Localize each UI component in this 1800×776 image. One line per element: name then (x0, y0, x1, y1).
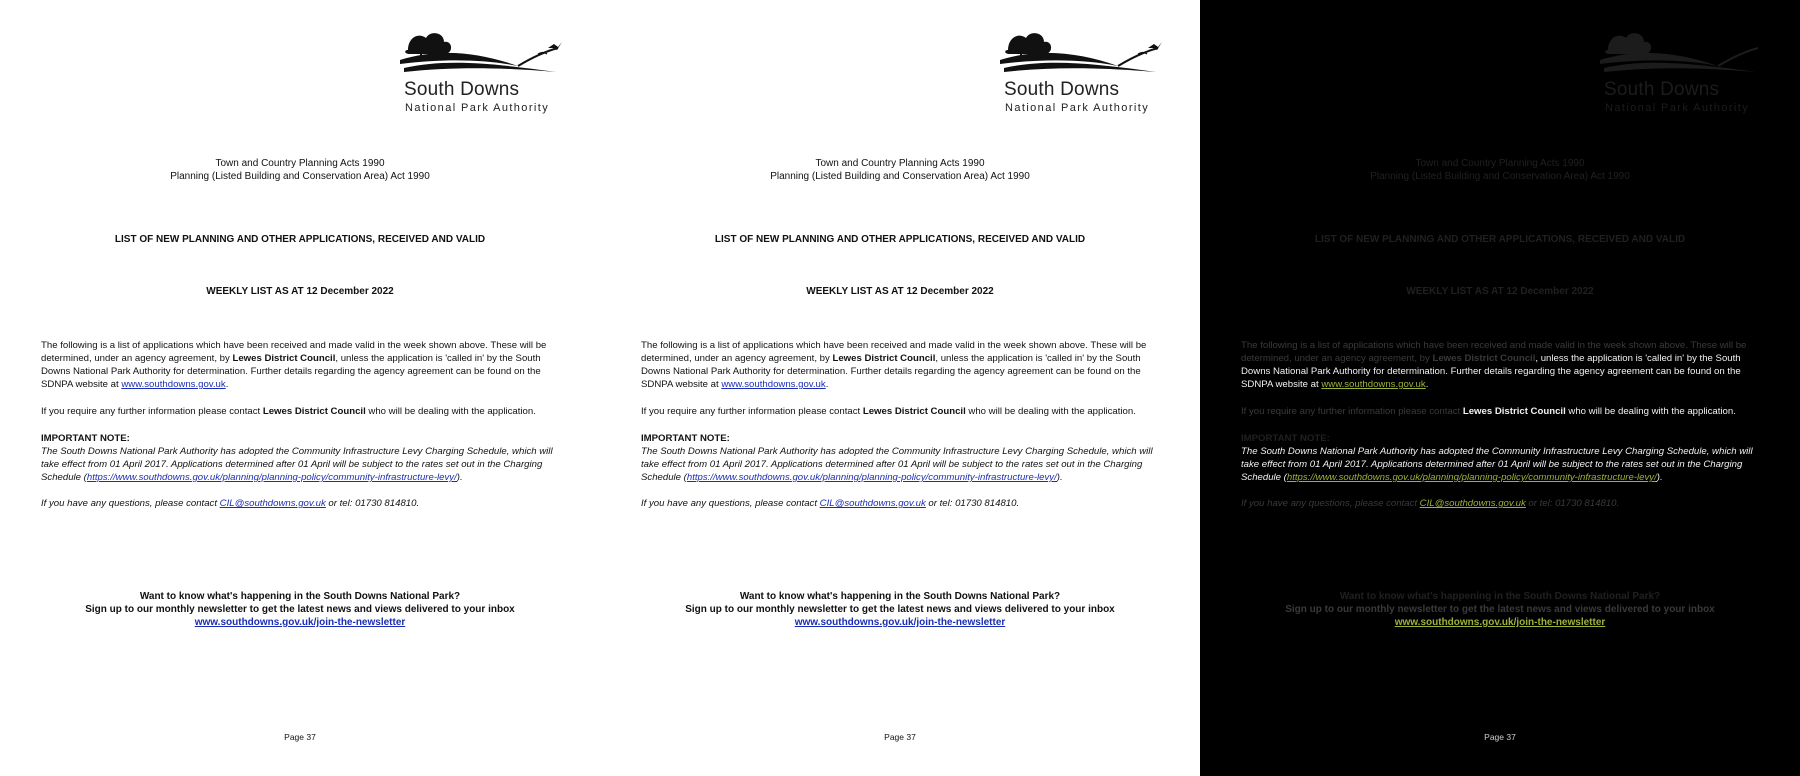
acts-line-2: Planning (Listed Building and Conservation Area) Act 1990 (770, 171, 1030, 182)
cil-schedule-link[interactable]: https://www.southdowns.gov.uk/planning/planning-policy/community-infrastructure-levy/ (1286, 472, 1657, 483)
questions-text-1: If you have any questions, please contact (41, 498, 220, 509)
sdnpa-website-link[interactable]: www.southdowns.gov.uk (1321, 379, 1426, 390)
logo-name: South Downs (1604, 79, 1720, 100)
contact-text-1: If you require any further information please contact (641, 406, 863, 417)
questions-text-1: If you have any questions, please contact (1241, 498, 1420, 509)
list-heading: LIST OF NEW PLANNING AND OTHER APPLICATIONS, RECEIVED AND VALID (1314, 234, 1686, 245)
intro-paragraph (1241, 339, 1763, 391)
contact-text-1: If you require any further information please contact (41, 406, 263, 417)
newsletter-block (600, 590, 1200, 629)
important-note-heading: IMPORTANT NOTE: (641, 433, 730, 444)
sdnpa-website-link[interactable]: www.southdowns.gov.uk (121, 379, 226, 390)
newsletter-link[interactable]: www.southdowns.gov.uk/join-the-newsletter (794, 617, 1006, 628)
intro-text-1: The following is a list of applications which have been received and made valid in the week shown above. These will be determined, under an agency agreement, by (41, 340, 547, 364)
cil-email-link[interactable]: CIL@southdowns.gov.uk (819, 498, 926, 509)
south-downs-logo (998, 30, 1168, 122)
acts-line-2: Planning (Listed Building and Conservation Area) Act 1990 (170, 171, 430, 182)
intro-council-name: Lewes District Council (832, 353, 936, 364)
south-downs-logo (398, 30, 568, 122)
important-note (641, 432, 1163, 484)
contact-council-name: Lewes District Council (262, 406, 366, 417)
newsletter-line-2: Sign up to our monthly newsletter to get the latest news and views delivered to your inbox (685, 604, 1115, 615)
intro-text-2: , unless the application is 'called in' by the South Downs National Park Authority for determination. Further details regarding the agency agreement can be found on the SDNPA website at (1241, 353, 1741, 390)
contact-council-name: Lewes District Council (862, 406, 966, 417)
page-number: Page 37 (1484, 732, 1516, 742)
questions-paragraph (641, 497, 1163, 510)
cil-email-link[interactable]: CIL@southdowns.gov.uk (219, 498, 326, 509)
important-note-body: The South Downs National Park Authority has adopted the Community Infrastructure Levy Charging Schedule, which will take effect from 01 April 2017. Applications determined after 01 April will be subject to the rates set out in the Charging Schedule ( (41, 446, 553, 483)
newsletter-line-1: Want to know what's happening in the South Downs National Park? (1339, 591, 1661, 602)
tree-landscape-logo-icon (1598, 30, 1768, 80)
acts-line-1: Town and Country Planning Acts 1990 (815, 158, 985, 169)
document-page-difference (1200, 0, 1800, 776)
questions-text-2: or tel: 01730 814810. (1525, 498, 1620, 509)
list-heading: LIST OF NEW PLANNING AND OTHER APPLICATIONS, RECEIVED AND VALID (714, 234, 1086, 245)
sdnpa-website-link[interactable]: www.southdowns.gov.uk (721, 379, 826, 390)
acts-heading (0, 157, 600, 183)
important-note-end: ). (456, 472, 463, 483)
important-note (41, 432, 563, 484)
questions-paragraph (41, 497, 563, 510)
important-note-heading: IMPORTANT NOTE: (1241, 433, 1330, 444)
cil-schedule-link[interactable]: https://www.southdowns.gov.uk/planning/planning-policy/community-infrastructure-levy/ (86, 472, 457, 483)
logo-name: South Downs (1004, 79, 1120, 100)
intro-text-3: . (225, 379, 229, 390)
weekly-heading: WEEKLY LIST AS AT 12 December 2022 (806, 286, 994, 297)
contact-text-2: who will be dealing with the application. (1565, 406, 1736, 417)
important-note-end: ). (1656, 472, 1663, 483)
document-page-original (0, 0, 600, 776)
intro-text-2: , unless the application is 'called in' by the South Downs National Park Authority for determination. Further details regarding the agency agreement can be found on the SDNPA website at (41, 353, 541, 390)
intro-council-name: Lewes District Council (1432, 353, 1536, 364)
contact-text-2: who will be dealing with the application. (965, 406, 1136, 417)
intro-paragraph (41, 339, 563, 391)
document-page-modified (600, 0, 1200, 776)
newsletter-line-1: Want to know what's happening in the South Downs National Park? (139, 591, 461, 602)
acts-heading (600, 157, 1200, 183)
questions-paragraph (1241, 497, 1763, 510)
logo-name: South Downs (404, 79, 520, 100)
important-note-text (1241, 445, 1763, 484)
acts-line-1: Town and Country Planning Acts 1990 (1415, 158, 1585, 169)
important-note-end: ). (1056, 472, 1063, 483)
intro-text-2: , unless the application is 'called in' by the South Downs National Park Authority for determination. Further details regarding the agency agreement can be found on the SDNPA website at (641, 353, 1141, 390)
south-downs-logo (1598, 30, 1768, 122)
logo-subtitle: National Park Authority (405, 102, 550, 114)
page-number: Page 37 (884, 732, 916, 742)
important-note-text (41, 445, 563, 484)
contact-text-2: who will be dealing with the application. (365, 406, 536, 417)
intro-text-3: . (825, 379, 829, 390)
newsletter-block (0, 590, 600, 629)
weekly-heading: WEEKLY LIST AS AT 12 December 2022 (1406, 286, 1594, 297)
questions-text-1: If you have any questions, please contact (641, 498, 820, 509)
logo-subtitle: National Park Authority (1005, 102, 1150, 114)
contact-paragraph (1241, 405, 1763, 418)
page-number: Page 37 (284, 732, 316, 742)
newsletter-line-2: Sign up to our monthly newsletter to get the latest news and views delivered to your inbox (85, 604, 515, 615)
intro-council-name: Lewes District Council (232, 353, 336, 364)
weekly-heading: WEEKLY LIST AS AT 12 December 2022 (206, 286, 394, 297)
important-note-body: The South Downs National Park Authority has adopted the Community Infrastructure Levy Charging Schedule, which will take effect from 01 April 2017. Applications determined after 01 April will be subject to the rates set out in the Charging Schedule ( (1241, 446, 1753, 483)
important-note-heading: IMPORTANT NOTE: (41, 433, 130, 444)
tree-landscape-logo-icon (998, 30, 1168, 80)
cil-schedule-link[interactable]: https://www.southdowns.gov.uk/planning/planning-policy/community-infrastructure-levy/ (686, 472, 1057, 483)
contact-text-1: If you require any further information please contact (1241, 406, 1463, 417)
logo-subtitle: National Park Authority (1605, 102, 1750, 114)
newsletter-line-1: Want to know what's happening in the South Downs National Park? (739, 591, 1061, 602)
intro-text-1: The following is a list of applications which have been received and made valid in the week shown above. These will be determined, under an agency agreement, by (1241, 340, 1747, 364)
important-note-body: The South Downs National Park Authority has adopted the Community Infrastructure Levy Charging Schedule, which will take effect from 01 April 2017. Applications determined after 01 April will be subject to the rates set out in the Charging Schedule ( (641, 446, 1153, 483)
intro-paragraph (641, 339, 1163, 391)
important-note (1241, 432, 1763, 484)
contact-council-name: Lewes District Council (1462, 406, 1566, 417)
acts-heading (1200, 157, 1800, 183)
intro-text-3: . (1425, 379, 1429, 390)
newsletter-block (1200, 590, 1800, 629)
newsletter-line-2: Sign up to our monthly newsletter to get the latest news and views delivered to your inbox (1285, 604, 1715, 615)
questions-text-2: or tel: 01730 814810. (925, 498, 1020, 509)
important-note-text (641, 445, 1163, 484)
contact-paragraph (41, 405, 563, 418)
acts-line-1: Town and Country Planning Acts 1990 (215, 158, 385, 169)
contact-paragraph (641, 405, 1163, 418)
acts-line-2: Planning (Listed Building and Conservation Area) Act 1990 (1370, 171, 1630, 182)
cil-email-link[interactable]: CIL@southdowns.gov.uk (1419, 498, 1526, 509)
newsletter-link[interactable]: www.southdowns.gov.uk/join-the-newsletter (1394, 617, 1606, 628)
questions-text-2: or tel: 01730 814810. (325, 498, 420, 509)
tree-landscape-logo-icon (398, 30, 568, 80)
list-heading: LIST OF NEW PLANNING AND OTHER APPLICATIONS, RECEIVED AND VALID (114, 234, 486, 245)
newsletter-link[interactable]: www.southdowns.gov.uk/join-the-newsletter (194, 617, 406, 628)
intro-text-1: The following is a list of applications which have been received and made valid in the week shown above. These will be determined, under an agency agreement, by (641, 340, 1147, 364)
